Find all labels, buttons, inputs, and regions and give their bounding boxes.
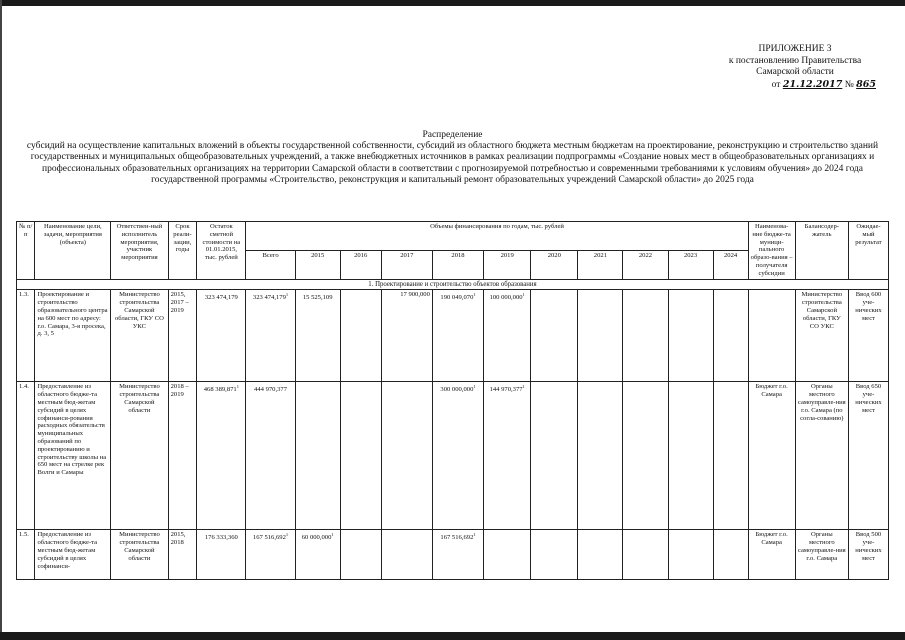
- row-2015: 15 525,109: [295, 290, 340, 382]
- row-2017: 17 900,000: [381, 290, 432, 382]
- row-2018: 300 000,000$^1$: [432, 382, 483, 530]
- row-2024: [713, 382, 748, 530]
- col-holder: Балансодер-жатель: [795, 222, 848, 280]
- col-total: Всего: [246, 250, 295, 279]
- row-2023: [668, 530, 713, 580]
- row-name: Предоставление из областного бюдже-та местным бюд-жетам субсидий в целях софинанси-рования расходных обязательств муниципальных образований по проектированию и строительству школы на 650 мест на стрелке рек Волги и Самары: [35, 382, 111, 530]
- handwritten-number: 865: [856, 78, 876, 90]
- row-2023: [668, 382, 713, 530]
- handwritten-date: 21.12.2017: [782, 78, 843, 90]
- row-total: 323 474,179$^1$: [246, 290, 295, 382]
- row-2016: [340, 290, 381, 382]
- funding-table: [16, 221, 889, 580]
- row-total: 444 970,377: [246, 382, 295, 530]
- appendix-line2: Самарской области: [756, 67, 834, 77]
- row-2015: [295, 382, 340, 530]
- row-budget: Бюджет г.о. Самара: [748, 530, 795, 580]
- table-row: [17, 382, 889, 530]
- row-num: 1.4.: [17, 382, 35, 530]
- col-year: 2024: [713, 250, 748, 279]
- row-executor: Министерство строительства Самарской области, ГКУ СО УКС: [111, 290, 168, 382]
- col-year: 2022: [623, 250, 668, 279]
- row-remainder: 468 389,871$^1$: [197, 382, 246, 530]
- row-2016: [340, 382, 381, 530]
- scan-border-left: [0, 0, 2, 640]
- col-year: 2016: [340, 250, 381, 279]
- section-row: [17, 279, 889, 290]
- row-holder: Министерство строительства Самарской области, ГКУ СО УКС: [795, 290, 848, 382]
- row-2020: [531, 382, 578, 530]
- row-2021: [578, 530, 623, 580]
- row-2021: [578, 290, 623, 382]
- row-2017: [381, 382, 432, 530]
- row-term: 2015, 2017 – 2019: [168, 290, 197, 382]
- title-body: субсидий на осуществление капитальных вложений в объекты государственной собственности, субсидий из областного бюджета местным бюджетам на проектирование, реконструкцию и строительство зданий государственных и муниципальных общеобразовательных учреждений, а также внебюджетных источников в рамках реализации подпрограммы «Создание новых мест в общеобразовательных организациях и профессиональных образовательных организациях на территории Самарской области в соответствии с прогнозируемой потребностью и современными требованиями к условиям обучения» до 2024 года государственной программы «Строительство, реконструкция и капитальный ремонт образовательных учреждений Самарской области» до 2025 года: [26, 141, 879, 185]
- row-remainder: 323 474,179: [197, 290, 246, 382]
- row-result: Ввод 600 уче-нических мест: [848, 290, 888, 382]
- col-result: Ожидае-мый результат: [848, 222, 888, 280]
- col-executor: Ответствен-ный исполнитель мероприятия, участник мероприятия: [111, 222, 168, 280]
- row-2021: [578, 382, 623, 530]
- row-num: 1.3.: [17, 290, 35, 382]
- col-year: 2017: [381, 250, 432, 279]
- scan-border-bottom: [0, 632, 905, 640]
- row-2019: 100 000,000$^1$: [484, 290, 531, 382]
- row-name: Проектирование и строительство образовательного центра на 600 мест по адресу: г.о. Самара, 3-я просека, д. 3, 5: [35, 290, 111, 382]
- date-prefix: от: [771, 79, 781, 90]
- row-2020: [531, 290, 578, 382]
- row-2019: 144 970,377$^1$: [484, 382, 531, 530]
- col-year: 2019: [484, 250, 531, 279]
- row-executor: Министерство строительства Самарской области: [111, 382, 168, 530]
- row-2022: [623, 530, 668, 580]
- appendix-header: [700, 44, 890, 91]
- number-sign: №: [844, 79, 854, 90]
- header-row-1: [17, 222, 889, 251]
- col-term: Срок реали-зации, годы: [168, 222, 197, 280]
- row-2018: 167 516,692$^1$: [432, 530, 483, 580]
- row-2020: [531, 530, 578, 580]
- row-2022: [623, 290, 668, 382]
- col-remainder: Остаток сметной стоимости на 01.01.2015, тыс. рублей: [197, 222, 246, 280]
- table-row: [17, 290, 889, 382]
- row-2018: 190 049,070$^1$: [432, 290, 483, 382]
- row-budget: Бюджет г.о. Самара: [748, 382, 795, 530]
- title-heading: Распределение: [422, 130, 483, 140]
- col-year: 2020: [531, 250, 578, 279]
- col-name: Наименование цели, задачи, мероприятия (объекта): [35, 222, 111, 280]
- col-funding-group: Объемы финансирования по годам, тыс. рублей: [246, 222, 748, 251]
- col-year: 2023: [668, 250, 713, 279]
- row-result: Ввод 500 уче-нических мест: [848, 530, 888, 580]
- col-budget: Наименова-ние бюдже-та муници-пального образо-вания – получателя субсидии: [748, 222, 795, 280]
- row-num: 1.5.: [17, 530, 35, 580]
- row-2023: [668, 290, 713, 382]
- row-2024: [713, 530, 748, 580]
- appendix-line1: к постановлению Правительства: [728, 55, 862, 66]
- row-result: Ввод 650 уче-нических мест: [848, 382, 888, 530]
- row-budget: [748, 290, 795, 382]
- row-total: 167 516,692$^1$: [246, 530, 295, 580]
- row-2024: [713, 290, 748, 382]
- row-term: 2018 – 2019: [168, 382, 197, 530]
- col-year: 2021: [578, 250, 623, 279]
- row-name: Предоставление из областного бюдже-та местным бюд-жетам субсидий в целях софинанси-: [35, 530, 111, 580]
- row-2017: [381, 530, 432, 580]
- row-holder: Органы местного самоуправле-ния г.о. Самара: [795, 530, 848, 580]
- col-year: 2018: [432, 250, 483, 279]
- row-2019: [484, 530, 531, 580]
- appendix-title: ПРИЛОЖЕНИЕ 3: [758, 44, 832, 54]
- row-executor: Министерство строительства Самарской области: [111, 530, 168, 580]
- row-2022: [623, 382, 668, 530]
- table-row: [17, 530, 889, 580]
- col-num: № п/п: [17, 222, 35, 280]
- row-holder: Органы местного самоуправле-ния г.о. Самара (по согла-сованию): [795, 382, 848, 530]
- document-title: [10, 130, 895, 186]
- row-remainder: 176 333,360: [197, 530, 246, 580]
- section-title: 1. Проектирование и строительство объектов образования: [17, 279, 889, 290]
- row-2015: 60 000,000$^1$: [295, 530, 340, 580]
- appendix-date-line: [700, 79, 890, 92]
- row-term: 2015, 2018: [168, 530, 197, 580]
- row-2016: [340, 530, 381, 580]
- col-year: 2015: [295, 250, 340, 279]
- scan-border-top: [0, 0, 905, 6]
